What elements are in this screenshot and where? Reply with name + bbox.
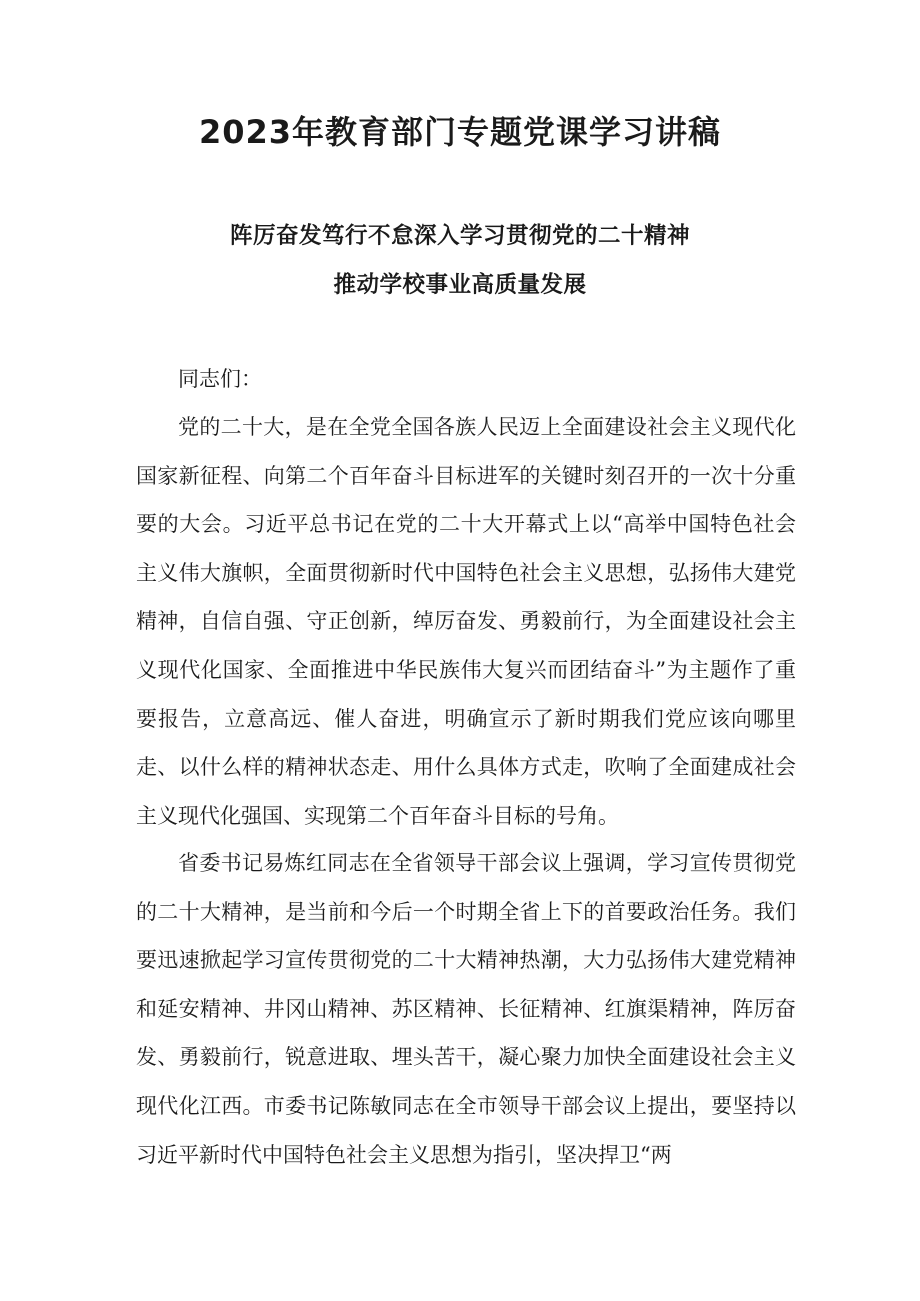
body-paragraph-1: 党的二十大，是在全党全国各族人民迈上全面建设社会主义现代化国家新征程、向第二个百年奋斗目标进军的关键时刻召开的一次十分重要的大会。习近平总书记在党的二十大开幕式上以“高举中国特色社会主义伟大旗帜，全面贯彻新时代中国特色社会主义思想，弘扬伟大建党精神，自信自强、守正创新，绰厉奋发、勇毅前行，为全面建设社会主义现代化国家、全面推进中华民族伟大复兴而团结奋斗”为主题作了重要报告，立意高远、催人奋进，明确宣示了新时期我们党应该向哪里走、以什么样的精神状态走、用什么具体方式走，吹响了全面建成社会主义现代化强国、实现第二个百年奋斗目标的号角。	[136, 415, 796, 828]
salutation: 同志们：	[178, 367, 262, 391]
subtitle-line-2: 推动学校事业高质量发展	[333, 272, 587, 298]
document-title: 2023年教育部门专题党课学习讲稿	[198, 113, 722, 151]
body-paragraph-2: 省委书记易炼红同志在全省领导干部会议上强调，学习宣传贯彻党的二十大精神，是当前和今后一个时期全省上下的首要政治任务。我们要迅速掀起学习宣传贯彻党的二十大精神热潮，大力弘扬伟大建党精神和延安精神、井冈山精神、苏区精神、长征精神、红旗渠精神，阵厉奋发、勇毅前行，锐意进取、埋头苦干，凝心聚力加快全面建设社会主义现代化江西。市委书记陈敏同志在全市领导干部会议上提出，要坚持以习近平新时代中国特色社会主义思想为指引，坚决捍卫“两	[136, 851, 796, 1167]
subtitle-line-1: 阵厉奋发笃行不怠深入学习贯彻党的二十精神	[229, 223, 690, 249]
